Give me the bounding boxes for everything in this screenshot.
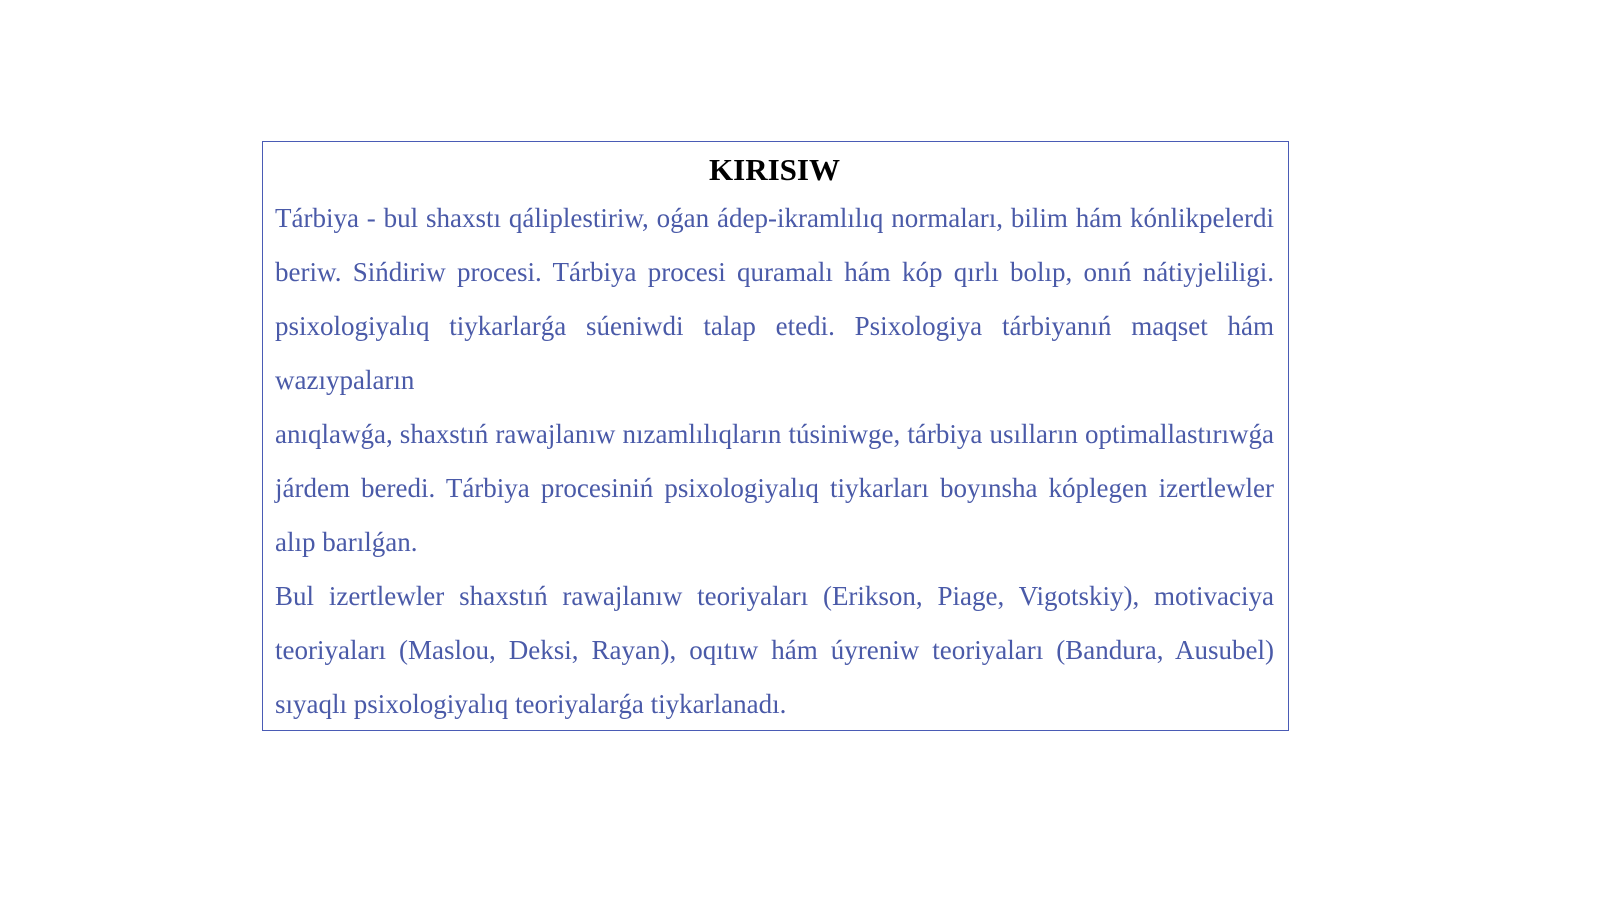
- paragraph-3: Bul izertlewler shaxstıń rawajlanıw teoriyaları (Erikson, Piage, Vigotskiy), motivaciya teoriyaları (Maslou, Deksi, Rayan), oqıtıw hám úyreniw teoriyaları (Bandura, Ausubel) sıyaqlı psixologiyalıq teoriyalarǵa tiykarlanadı.: [275, 581, 1274, 719]
- paragraph-1: Tárbiya - bul shaxstı qáliplestiriw, oǵan ádep-ikramlılıq normaları, bilim hám kónlikpelerdi beriw. Sińdiriw procesi. Tárbiya procesi quramalı hám kóp qırlı bolıp, onıń nátiyjeliligi. psixologiyalıq tiykarlarǵa súeniwdi talap etedi. Psixologiya tárbiyanıń maqset hám wazıypaların: [275, 203, 1274, 395]
- document-title: KIRISIW: [709, 152, 840, 187]
- paragraph-2: anıqlawǵa, shaxstıń rawajlanıw nızamlılıqların túsiniwge, tárbiya usılların optimallastırıwǵa járdem beredi. Tárbiya procesiniń psixologiyalıq tiykarları boyınsha kóplegen izertlewler alıp barılǵan.: [275, 419, 1274, 557]
- content-textbox: [262, 141, 1289, 731]
